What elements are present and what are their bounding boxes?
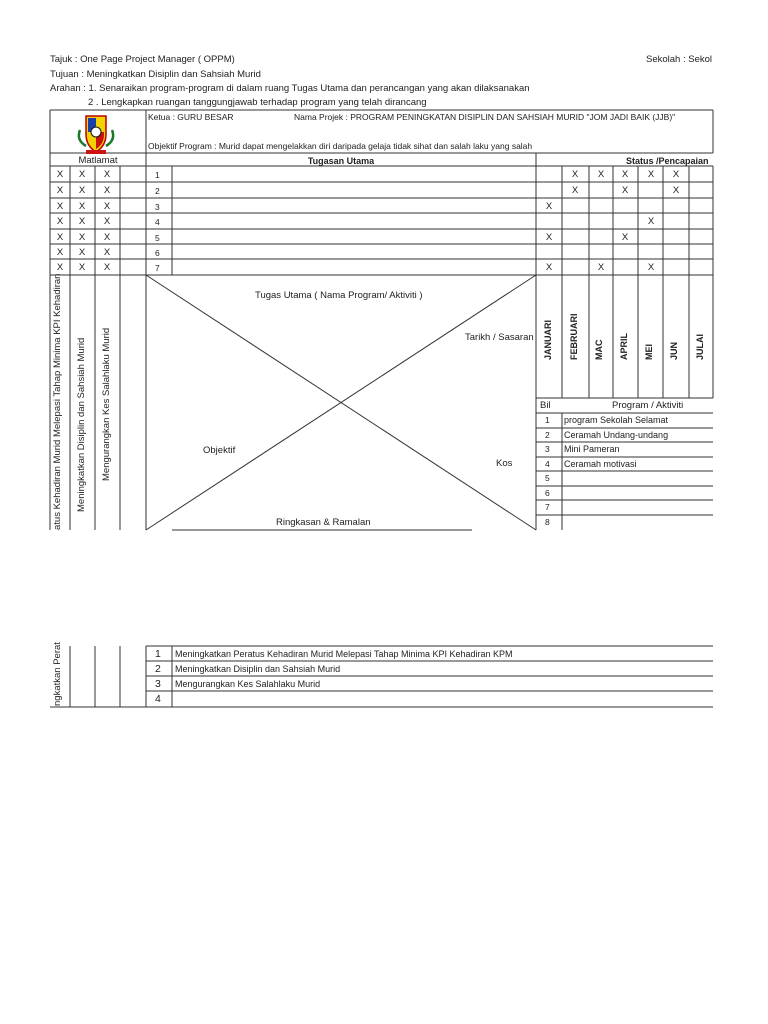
bottom-row-number: 1 xyxy=(155,648,161,660)
matlamat-mark: X xyxy=(56,232,64,243)
ringkasan-label: Ringkasan & Ramalan xyxy=(276,517,371,528)
matlamat-mark: X xyxy=(103,216,111,227)
task-row-number: 2 xyxy=(155,186,160,196)
project-objective-text: Objektif Program : Murid dapat mengelakkan diri daripada gelaja tidak sihat dan salah laku yang salah xyxy=(148,141,533,151)
matlamat-mark: X xyxy=(103,247,111,258)
status-mark: X xyxy=(571,169,579,180)
arahan-2-text: 2 . Lengkapkan ruangan tanggungjawab terhadap program yang telah dirancang xyxy=(88,97,427,108)
program-name: program Sekolah Selamat xyxy=(564,415,669,425)
status-mark: X xyxy=(672,185,680,196)
school-label: Sekolah : Sekol xyxy=(646,54,713,65)
tarikh-sasaran-label: Tarikh / Sasaran xyxy=(465,332,534,343)
school-logo-icon xyxy=(72,112,120,156)
program-name: Mini Pameran xyxy=(564,444,620,454)
matlamat-mark: X xyxy=(78,216,86,227)
status-mark: X xyxy=(571,185,579,196)
matlamat-header: Matlamat xyxy=(78,155,118,166)
status-mark: X xyxy=(647,262,655,273)
month-label: FEBRUARI xyxy=(569,313,579,360)
matlamat-mark: X xyxy=(78,262,86,273)
status-mark: X xyxy=(621,169,629,180)
status-mark: X xyxy=(621,232,629,243)
ketua-text: Ketua : GURU BESAR xyxy=(148,112,234,122)
matlamat-mark: X xyxy=(103,185,111,196)
matlamat-mark: X xyxy=(56,169,64,180)
matlamat-mark: X xyxy=(103,232,111,243)
status-mark: X xyxy=(597,169,605,180)
kos-label: Kos xyxy=(496,458,513,469)
bil-header: Bil xyxy=(540,400,551,411)
program-bil: 7 xyxy=(545,502,550,512)
matlamat-mark: X xyxy=(78,232,86,243)
title-tajuk: Tajuk : One Page Project Manager ( OPPM) xyxy=(50,54,235,65)
matlamat-vertical-2: Meningkatkan Disiplin dan Sahsiah Murid xyxy=(76,337,87,512)
matlamat-mark: X xyxy=(56,262,64,273)
program-name: Ceramah Undang-undang xyxy=(564,430,669,440)
task-row-number: 7 xyxy=(155,263,160,273)
matlamat-mark: X xyxy=(56,201,64,212)
program-name: Ceramah motivasi xyxy=(564,459,637,469)
project-name-text: Nama Projek : PROGRAM PENINGKATAN DISIPLIN DAN SAHSIAH MURID "JOM JADI BAIK (JJB)" xyxy=(294,112,676,122)
month-label: MAC xyxy=(594,339,604,360)
tujuan-text: Tujuan : Meningkatkan Disiplin dan Sahsiah Murid xyxy=(50,69,261,80)
status-mark: X xyxy=(672,169,680,180)
matlamat-mark: X xyxy=(78,247,86,258)
bottom-row-number: 4 xyxy=(155,693,161,705)
program-bil: 1 xyxy=(545,415,550,425)
task-row-number: 6 xyxy=(155,248,160,258)
program-bil: 5 xyxy=(545,473,550,483)
status-mark: X xyxy=(545,201,553,212)
status-mark: X xyxy=(647,169,655,180)
matlamat-mark: X xyxy=(103,169,111,180)
status-mark: X xyxy=(597,262,605,273)
month-label: JUN xyxy=(669,341,679,360)
bottom-row-number: 3 xyxy=(155,678,161,690)
matlamat-mark: X xyxy=(56,216,64,227)
month-label: JULAI xyxy=(695,333,705,360)
matlamat-mark: X xyxy=(103,262,111,273)
matlamat-mark: X xyxy=(78,169,86,180)
status-mark: X xyxy=(647,216,655,227)
arahan-1-text: Arahan : 1. Senaraikan program-program di dalam ruang Tugas Utama dan perancangan yang akan dilaksanakan xyxy=(50,83,530,94)
matlamat-mark: X xyxy=(78,201,86,212)
matlamat-mark: X xyxy=(103,201,111,212)
matlamat-vertical-1: atus Kehadiran Murid Melepasi Tahap Minima KPI Kehadiran xyxy=(52,273,63,530)
tugasan-utama-header: Tugasan Utama xyxy=(307,156,375,166)
matlamat-mark: X xyxy=(56,247,64,258)
task-row-number: 1 xyxy=(155,170,160,180)
program-bil: 2 xyxy=(545,430,550,440)
bottom-row-text: Meningkatkan Peratus Kehadiran Murid Melepasi Tahap Minima KPI Kehadiran KPM xyxy=(175,649,513,659)
bottom-row-text: Mengurangkan Kes Salahlaku Murid xyxy=(175,679,321,689)
matlamat-mark: X xyxy=(56,185,64,196)
task-row-number: 5 xyxy=(155,233,160,243)
bottom-row-text: Meningkatkan Disiplin dan Sahsiah Murid xyxy=(175,664,341,674)
objektif-label: Objektif xyxy=(203,445,236,456)
task-row-number: 4 xyxy=(155,217,160,227)
matlamat-vertical-3: Mengurangkan Kes Salahlaku Murid xyxy=(101,327,112,481)
program-aktiviti-header: Program / Aktiviti xyxy=(612,400,684,411)
program-bil: 4 xyxy=(545,459,550,469)
bottom-row-number: 2 xyxy=(155,663,161,675)
status-mark: X xyxy=(545,262,553,273)
bottom-vertical-label: ngkatkan Perat xyxy=(52,642,63,706)
program-bil: 6 xyxy=(545,488,550,498)
status-mark: X xyxy=(621,185,629,196)
month-label: APRIL xyxy=(619,333,629,360)
program-bil: 3 xyxy=(545,444,550,454)
month-label: JANUARI xyxy=(543,319,553,360)
status-mark: X xyxy=(545,232,553,243)
tugas-utama-label: Tugas Utama ( Nama Program/ Aktiviti ) xyxy=(255,290,423,301)
program-bil: 8 xyxy=(545,517,550,527)
matlamat-mark: X xyxy=(78,185,86,196)
task-row-number: 3 xyxy=(155,202,160,212)
status-header: Status /Pencapaian xyxy=(626,156,709,166)
month-label: MEI xyxy=(644,343,654,360)
